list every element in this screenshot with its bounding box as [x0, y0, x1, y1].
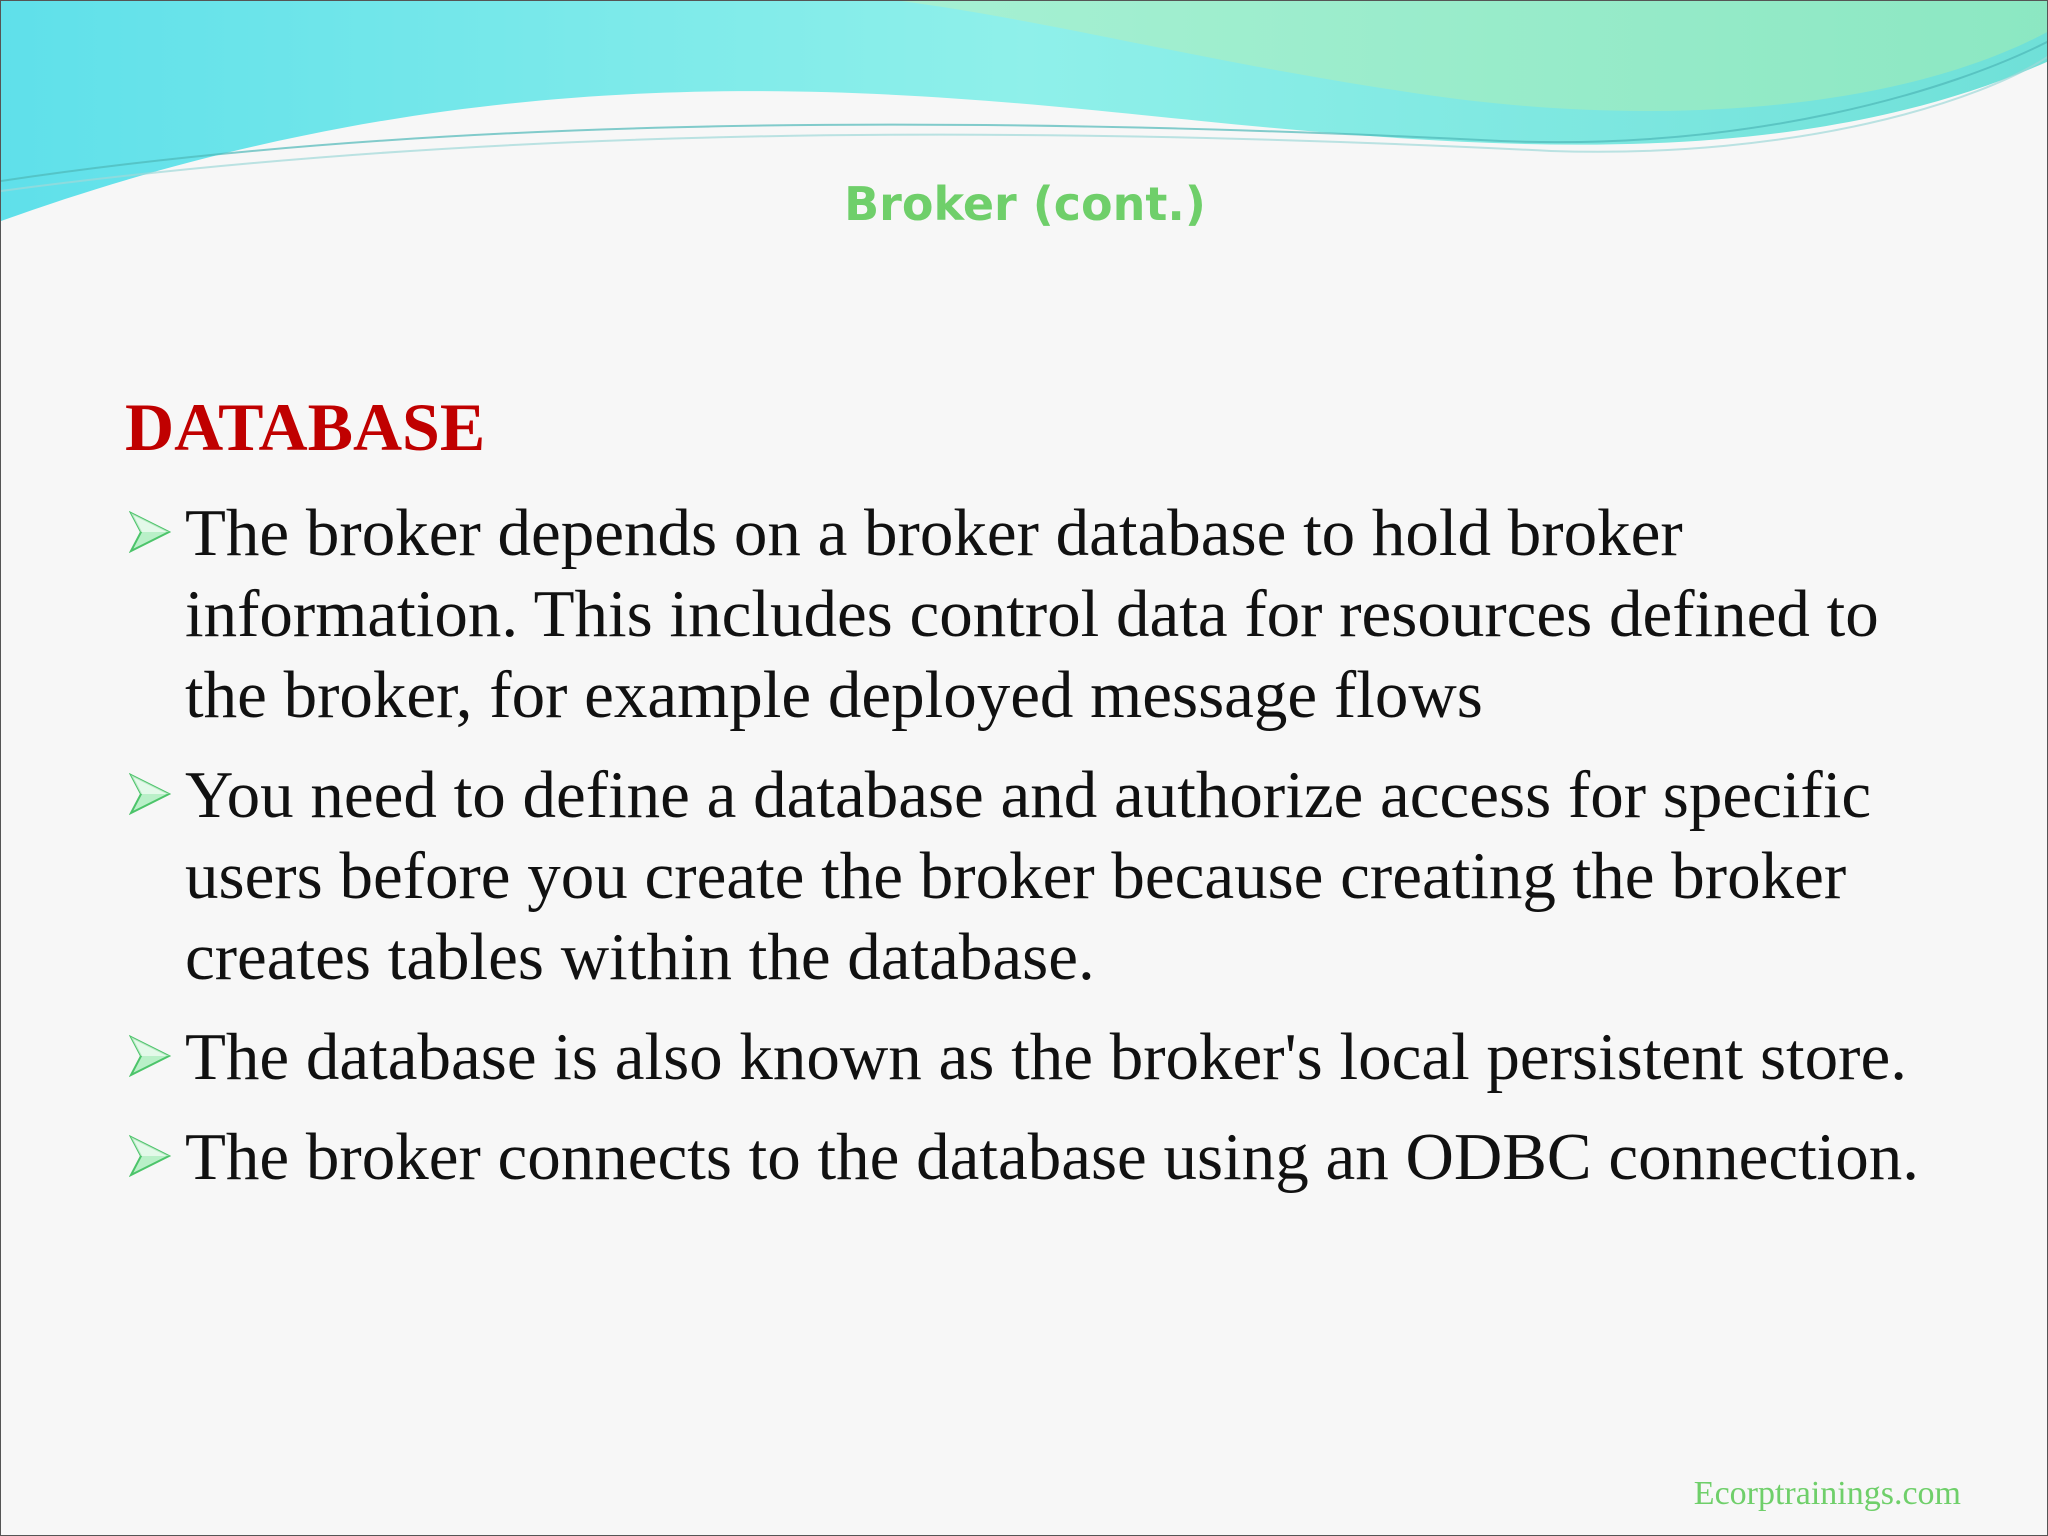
bullet-text: The broker connects to the database using an ODBC connection.	[185, 1120, 1920, 1194]
arrowhead-bullet-icon	[129, 1035, 171, 1077]
arrowhead-bullet-icon	[129, 511, 171, 553]
arrowhead-bullet-icon	[129, 773, 171, 815]
bullet-text: You need to define a database and authorize access for specific users before you create the broker because creating the broker creates tables within the database.	[185, 758, 1872, 994]
bullet-item	[125, 493, 1945, 736]
bullet-text: The database is also known as the broker's local persistent store.	[185, 1020, 1907, 1094]
footer-watermark: Ecorptrainings.com	[1693, 1475, 1961, 1512]
bullet-list	[125, 493, 1945, 1217]
slide-title: Broker (cont.)	[844, 177, 1206, 231]
bullet-text: The broker depends on a broker database to hold broker information. This includes control data for resources defined to the broker, for example deployed message flows	[185, 496, 1879, 732]
bullet-item	[125, 1117, 1945, 1198]
bullet-item	[125, 1017, 1945, 1098]
bullet-item	[125, 755, 1945, 998]
arrowhead-bullet-icon	[129, 1135, 171, 1177]
section-heading: DATABASE	[125, 389, 486, 465]
